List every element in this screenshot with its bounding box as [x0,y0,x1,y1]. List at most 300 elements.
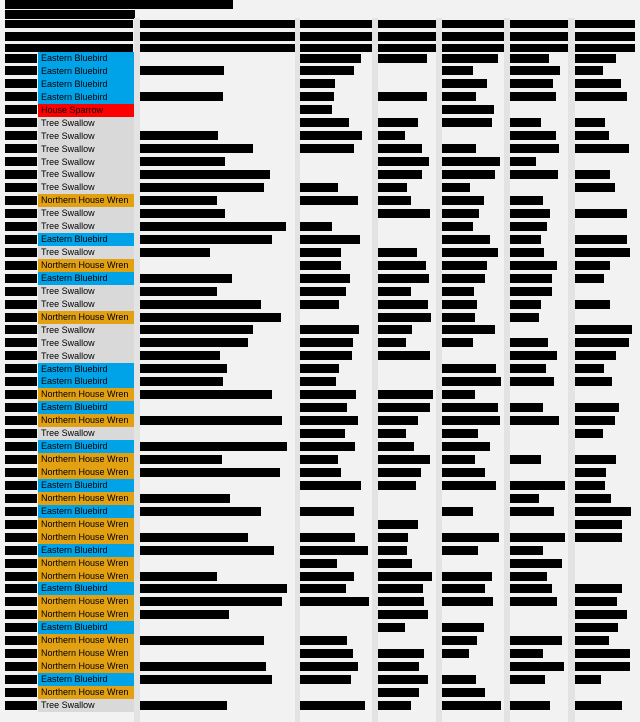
redacted-cell [140,442,287,451]
redacted-cell [442,675,476,684]
redacted-cell [5,481,37,490]
species-cell[interactable]: Tree Swallow [38,143,134,156]
redacted-cell [300,287,346,296]
redacted-column-header [140,20,295,28]
redacted-cell [510,675,545,684]
redacted-cell [575,403,619,412]
species-cell[interactable]: Northern House Wren [38,595,134,608]
species-cell[interactable]: Northern House Wren [38,259,134,272]
redacted-cell [442,403,498,412]
redacted-cell [5,338,37,347]
redacted-cell [5,442,37,451]
redacted-cell [300,92,334,101]
species-cell[interactable]: Tree Swallow [38,220,134,233]
species-cell[interactable]: Northern House Wren [38,414,134,427]
redacted-column-header [442,20,504,28]
redacted-cell [575,79,621,88]
redacted-cell [140,325,253,334]
species-cell[interactable]: Tree Swallow [38,246,134,259]
redacted-cell [510,584,552,593]
redacted-cell [140,416,282,425]
species-cell[interactable]: Tree Swallow [38,117,134,130]
redacted-cell [510,481,565,490]
redacted-cell [442,54,498,63]
redacted-cell [5,468,37,477]
redacted-cell [300,597,369,606]
redacted-cell [442,157,500,166]
redacted-cell [5,144,37,153]
redacted-column-subheader [140,32,295,41]
redacted-column-label-row [575,44,635,52]
redacted-cell [5,209,37,218]
redacted-cell [575,364,604,373]
redacted-cell [510,636,562,645]
redacted-column-subheader [510,32,568,41]
redacted-cell [575,144,629,153]
redacted-cell [575,183,615,192]
redacted-cell [5,390,37,399]
redacted-cell [575,338,629,347]
redacted-cell [378,610,428,619]
species-cell[interactable]: House Sparrow [38,104,134,117]
redacted-cell [5,183,37,192]
redacted-cell [442,325,495,334]
redacted-cell [510,209,550,218]
species-cell[interactable]: Eastern Bluebird [38,91,134,104]
redacted-column-subheader [5,32,133,41]
redacted-cell [510,533,565,542]
redacted-cell [5,131,37,140]
redacted-cell [140,364,227,373]
redacted-cell [378,92,427,101]
redacted-cell [442,481,496,490]
redacted-column-label-row [442,44,504,52]
species-cell[interactable]: Northern House Wren [38,194,134,207]
redacted-cell [442,118,492,127]
redacted-column-header [510,20,568,28]
redacted-cell [140,390,272,399]
redacted-cell [140,572,217,581]
redacted-cell [300,196,358,205]
redacted-cell [300,79,335,88]
redacted-cell [510,248,544,257]
redacted-cell [140,183,264,192]
species-cell[interactable]: Eastern Bluebird [38,479,134,492]
redacted-cell [5,572,37,581]
redacted-cell [510,313,539,322]
redacted-cell [5,623,37,632]
redacted-cell [510,274,552,283]
redacted-cell [442,105,494,114]
redacted-cell [510,54,549,63]
species-cell[interactable]: Northern House Wren [38,518,134,531]
species-cell[interactable]: Northern House Wren [38,634,134,647]
species-cell[interactable]: Eastern Bluebird [38,505,134,518]
redacted-cell [300,377,336,386]
redacted-cell [5,507,37,516]
redacted-cell [575,675,601,684]
species-cell[interactable]: Tree Swallow [38,337,134,350]
redacted-cell [5,66,37,75]
species-cell[interactable]: Tree Swallow [38,130,134,143]
redacted-cell [300,300,339,309]
redacted-cell [510,455,541,464]
redacted-cell [5,688,37,697]
redacted-cell [575,507,631,516]
redacted-cell [300,675,351,684]
redacted-cell [510,261,557,270]
redacted-cell [378,144,422,153]
species-cell[interactable]: Northern House Wren [38,608,134,621]
redacted-cell [300,455,338,464]
redacted-cell [575,92,627,101]
species-cell[interactable]: Northern House Wren [38,466,134,479]
redacted-cell [442,597,493,606]
species-cell[interactable]: Eastern Bluebird [38,65,134,78]
redacted-cell [140,300,261,309]
redacted-cell [5,455,37,464]
redacted-cell [140,675,272,684]
redacted-cell [575,481,605,490]
species-cell[interactable]: Northern House Wren [38,388,134,401]
redacted-cell [510,144,559,153]
redacted-cell [442,261,487,270]
redacted-cell [140,610,229,619]
redacted-cell [575,623,618,632]
redacted-cell [575,429,603,438]
redacted-cell [5,92,37,101]
redacted-cell [510,287,552,296]
species-cell[interactable]: Tree Swallow [38,427,134,440]
species-cell[interactable]: Tree Swallow [38,285,134,298]
column-separator [436,18,442,722]
redacted-cell [5,170,37,179]
redacted-column-label-row [140,44,295,52]
redacted-cell [442,170,495,179]
redacted-cell [140,351,220,360]
redacted-cell [575,416,615,425]
species-cell[interactable]: Northern House Wren [38,453,134,466]
redacted-cell [575,325,632,334]
redacted-cell [140,287,217,296]
redacted-cell [378,183,407,192]
species-cell[interactable]: Eastern Bluebird [38,440,134,453]
redacted-cell [378,701,411,710]
redacted-cell [140,584,287,593]
redacted-cell [575,300,610,309]
redacted-cell [5,662,37,671]
redacted-cell [378,559,412,568]
redacted-cell [575,351,616,360]
redacted-column-subheader [300,32,372,41]
redacted-cell [300,546,368,555]
redacted-cell [378,196,411,205]
redacted-cell [378,338,406,347]
species-cell[interactable]: Eastern Bluebird [38,673,134,686]
redacted-cell [575,610,627,619]
redacted-cell [5,222,37,231]
redacted-cell [300,183,338,192]
species-cell[interactable]: Tree Swallow [38,324,134,337]
redacted-cell [300,235,360,244]
redacted-cell [575,455,616,464]
redacted-cell [140,92,223,101]
species-cell[interactable]: Eastern Bluebird [38,621,134,634]
redacted-cell [442,507,473,516]
column-separator [295,18,300,722]
redacted-cell [300,507,354,516]
redacted-cell [300,636,347,645]
redacted-cell [378,325,412,334]
redacted-cell [575,274,604,283]
redacted-cell [140,507,261,516]
species-cell[interactable]: Northern House Wren [38,557,134,570]
redacted-cell [5,494,37,503]
redacted-cell [140,455,222,464]
redacted-cell [510,235,541,244]
redacted-cell [378,131,405,140]
redacted-cell [300,274,350,283]
redacted-cell [510,649,543,658]
redacted-cell [5,416,37,425]
redacted-cell [575,54,616,63]
redacted-cell [300,429,345,438]
redacted-cell [5,54,37,63]
redacted-cell [300,403,347,412]
redacted-cell [140,636,264,645]
redacted-cell [378,649,424,658]
redacted-cell [378,209,430,218]
species-cell[interactable]: Tree Swallow [38,181,134,194]
redacted-cell [5,701,37,710]
redacted-cell [442,688,485,697]
redacted-cell [378,662,419,671]
redacted-cell [378,597,424,606]
redacted-cell [378,584,423,593]
redacted-cell [140,170,270,179]
redacted-cell [5,584,37,593]
redacted-cell [378,274,429,283]
redacted-cell [300,364,339,373]
redacted-cell [140,222,286,231]
redacted-cell [140,494,230,503]
redacted-cell [5,675,37,684]
redacted-cell [575,520,622,529]
redacted-cell [442,274,485,283]
species-cell[interactable]: Eastern Bluebird [38,544,134,557]
redacted-cell [5,520,37,529]
redacted-cell [575,248,630,257]
redacted-cell [510,494,539,503]
redacted-cell [442,636,477,645]
redacted-cell [575,377,612,386]
redacted-cell [140,701,227,710]
redacted-cell [140,235,272,244]
redacted-cell [5,351,37,360]
redacted-cell [378,248,417,257]
redacted-cell [300,662,358,671]
redacted-cell [575,494,611,503]
redacted-cell [442,338,473,347]
redacted-cell [442,183,470,192]
redacted-cell [442,92,476,101]
redacted-cell [300,701,365,710]
redacted-cell [510,572,547,581]
redacted-cell [378,468,421,477]
redacted-cell [300,390,356,399]
redacted-cell [5,157,37,166]
redacted-cell [575,533,622,542]
redacted-column-label-row [378,44,436,52]
column-separator [372,18,378,722]
species-cell[interactable]: Eastern Bluebird [38,78,134,91]
redacted-cell [378,442,414,451]
redacted-cell [442,222,473,231]
species-column[interactable] [38,52,134,712]
redacted-cell [442,442,490,451]
redacted-cell [378,313,431,322]
redacted-cell [510,300,541,309]
redacted-cell [5,610,37,619]
species-cell[interactable]: Northern House Wren [38,570,134,583]
species-cell[interactable]: Northern House Wren [38,660,134,673]
redacted-cell [378,481,416,490]
redacted-cell [378,623,405,632]
redacted-cell [5,597,37,606]
redacted-cell [510,157,536,166]
species-cell[interactable]: Eastern Bluebird [38,582,134,595]
species-cell[interactable]: Northern House Wren [38,531,134,544]
redacted-cell [442,584,485,593]
redacted-cell [300,468,341,477]
redacted-cell [140,377,223,386]
redacted-cell [5,300,37,309]
redacted-cell [140,313,281,322]
redacted-cell [378,675,428,684]
redacted-cell [5,274,37,283]
redacted-cell [300,105,332,114]
redacted-cell [442,377,501,386]
redacted-cell [300,131,362,140]
redacted-cell [300,338,353,347]
redacted-cell [300,416,358,425]
redacted-column-label-row [5,44,133,52]
redacted-cell [442,546,478,555]
redacted-cell [5,325,37,334]
redacted-cell [575,235,627,244]
redacted-cell [5,261,37,270]
species-cell[interactable]: Tree Swallow [38,699,134,712]
species-cell[interactable]: Northern House Wren [38,492,134,505]
redacted-cell [510,92,556,101]
species-cell[interactable]: Northern House Wren [38,311,134,324]
redacted-cell [300,118,349,127]
redacted-cell [140,248,210,257]
redacted-cell [575,261,610,270]
redacted-cell [510,66,560,75]
species-cell[interactable]: Eastern Bluebird [38,375,134,388]
redacted-cell [510,701,550,710]
redacted-column-header [378,20,436,28]
redacted-cell [140,66,224,75]
redacted-cell [140,533,248,542]
redacted-cell [575,131,609,140]
redacted-cell [5,105,37,114]
redacted-cell [510,662,564,671]
redacted-cell [300,66,354,75]
redacted-cell [378,170,422,179]
redacted-cell [140,131,218,140]
redacted-cell [5,248,37,257]
species-cell[interactable]: Northern House Wren [38,686,134,699]
redacted-cell [378,300,428,309]
redacted-cell [442,572,492,581]
redacted-cell [575,597,617,606]
species-cell[interactable]: Tree Swallow [38,207,134,220]
redacted-cell [300,559,337,568]
redacted-cell [140,468,280,477]
species-cell[interactable]: Eastern Bluebird [38,52,134,65]
redacted-cell [378,157,429,166]
redacted-cell [442,287,474,296]
species-cell[interactable]: Tree Swallow [38,350,134,363]
redacted-cell [300,261,341,270]
redacted-cell [5,533,37,542]
redacted-column-header [575,20,635,28]
redacted-cell [378,416,418,425]
redacted-column-subheader [575,32,635,41]
redacted-cell [442,248,498,257]
redacted-cell [378,287,411,296]
species-cell[interactable]: Eastern Bluebird [38,233,134,246]
redacted-column-header [5,20,133,28]
redacted-cell [442,300,477,309]
redacted-cell [510,118,541,127]
species-cell[interactable]: Tree Swallow [38,298,134,311]
redacted-cell [442,364,496,373]
redacted-cell [510,222,547,231]
species-cell[interactable]: Eastern Bluebird [38,401,134,414]
species-cell[interactable]: Eastern Bluebird [38,363,134,376]
species-cell[interactable]: Northern House Wren [38,647,134,660]
redacted-cell [442,623,484,632]
redacted-cell [300,222,332,231]
redacted-cell [575,66,603,75]
redacted-column-subheader [442,32,504,41]
redacted-cell [300,144,354,153]
redacted-cell [300,442,355,451]
redacted-cell [5,429,37,438]
redacted-cell [442,235,490,244]
redacted-cell [442,455,475,464]
redacted-cell [140,597,282,606]
redacted-cell [442,533,499,542]
species-cell[interactable]: Tree Swallow [38,168,134,181]
redacted-cell [378,403,430,412]
redacted-cell [378,429,406,438]
redacted-cell [442,209,479,218]
species-cell[interactable]: Tree Swallow [38,156,134,169]
column-separator [568,18,575,722]
redacted-cell [5,636,37,645]
redacted-cell [140,209,225,218]
redacted-header-line [5,10,135,19]
redacted-cell [5,287,37,296]
redacted-cell [510,597,557,606]
species-cell[interactable]: Eastern Bluebird [38,272,134,285]
redacted-column-subheader [378,32,436,41]
redacted-cell [5,118,37,127]
